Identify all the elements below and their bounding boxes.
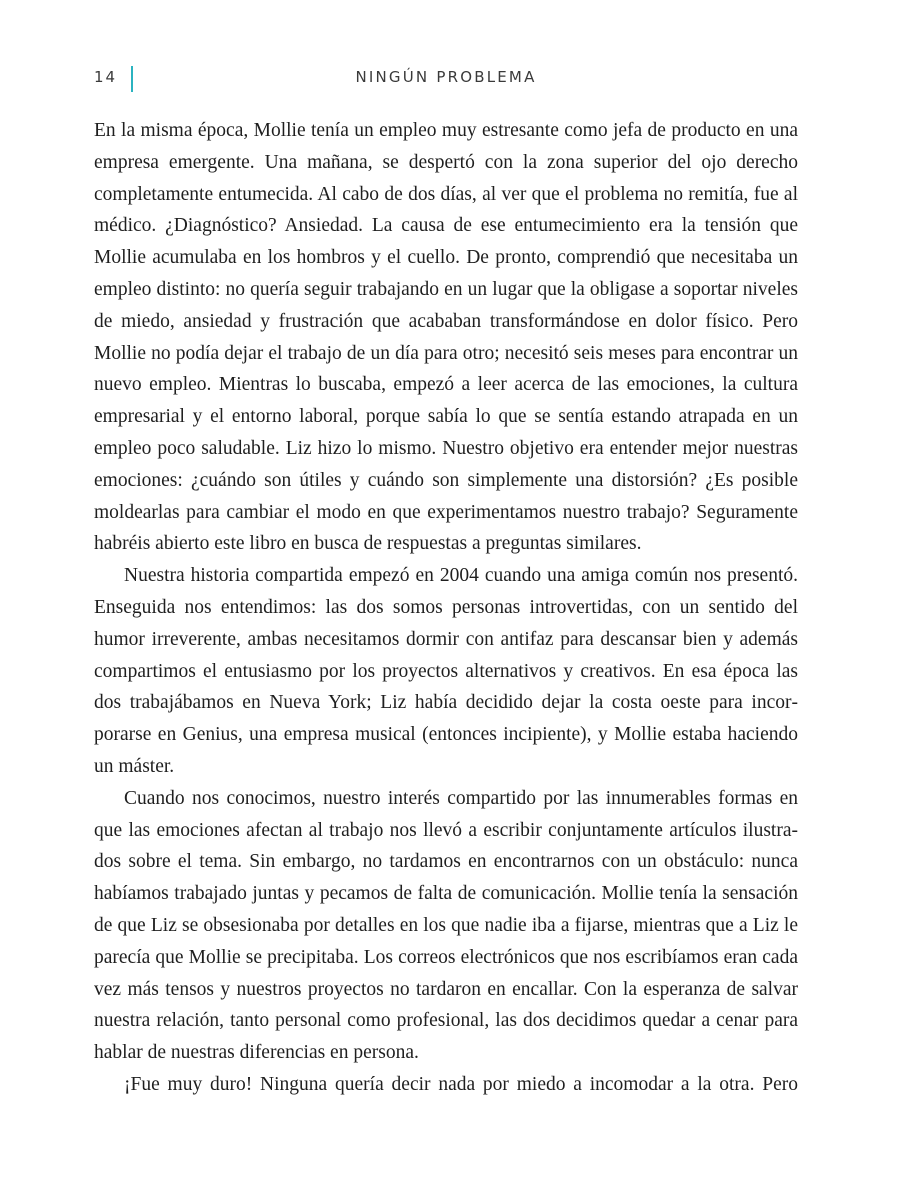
paragraph: ¡Fue muy duro! Ninguna quería decir nada por miedo a incomodar a la otra. Pero	[124, 1073, 798, 1095]
paragraph: Nuestra historia compartida empezó en 2004 cuando una amiga común nos presentó. Enseguida nos entendimos: las dos somos personas introvertidas, con un sentido del humor irreverente, ambas necesitamos dormir con antifaz para descansar bien y además compartimos el entusiasmo por los proyectos alternativos y creativos. En esa época las dos trabajábamos en Nueva York; Liz había decidido dejar la costa oeste para incorporarse en Genius, una empresa musical (entonces incipiente), y Mollie estaba haciendo un máster.	[94, 565, 798, 777]
running-title: NINGÚN PROBLEMA	[355, 68, 537, 86]
paragraph: En la misma época, Mollie tenía un empleo muy estresante como jefa de producto en una empresa emergente. Una mañana, se despertó con la zona superior del ojo derecho completamente entumecida. Al cabo de dos días, al ver que el problema no remitía, fue al médico. ¿Diagnóstico? Ansiedad. La causa de ese entumecimiento era la tensión que Mollie acumulaba en los hombros y el cuello. De pronto, comprendió que necesitaba un empleo distinto: no quería seguir trabajando en un lugar que la obligase a soportar niveles de miedo, ansiedad y frustración que acababan transformándose en dolor físico. Pero Mollie no podía dejar el trabajo de un día para otro; necesitó seis meses para encontrar un nuevo empleo. Mientras lo buscaba, empezó a leer acerca de las emociones, la cultura empresarial y el entorno laboral, porque sabía lo que se sentía estando atrapada en un empleo poco saludable. Liz hizo lo mismo. Nuestro objetivo era entender mejor nuestras emociones: ¿cuándo son útiles y cuándo son simplemente una distorsión? ¿Es posible moldearlas para cambiar el modo en que experimentamos nuestro trabajo? Seguramente habréis abierto este libro en busca de respuestas a preguntas similares.	[94, 120, 798, 555]
page-number: 14	[94, 68, 118, 86]
paragraph: Cuando nos conocimos, nuestro interés compartido por las innumerables formas en que las emociones afectan al trabajo nos llevó a escribir conjuntamente artículos ilustrados sobre el tema. Sin embargo, no tardamos en encontrarnos con un obstáculo: nunca habíamos trabajado juntas y pecamos de falta de comunicación. Mollie tenía la sensación de que Liz se obsesionaba por detalles en los que nadie iba a fijarse, mientras que a Liz le parecía que Mollie se precipitaba. Los correos electrónicos que nos escribíamos eran cada vez más tensos y nuestros proyectos no tardaron en encallar. Con la esperanza de salvar nuestra relación, tanto personal como profesional, las dos decidimos quedar a cenar para hablar de nuestras diferencias en persona.	[94, 787, 798, 1064]
body-text	[94, 115, 798, 1101]
page-header	[94, 66, 798, 94]
